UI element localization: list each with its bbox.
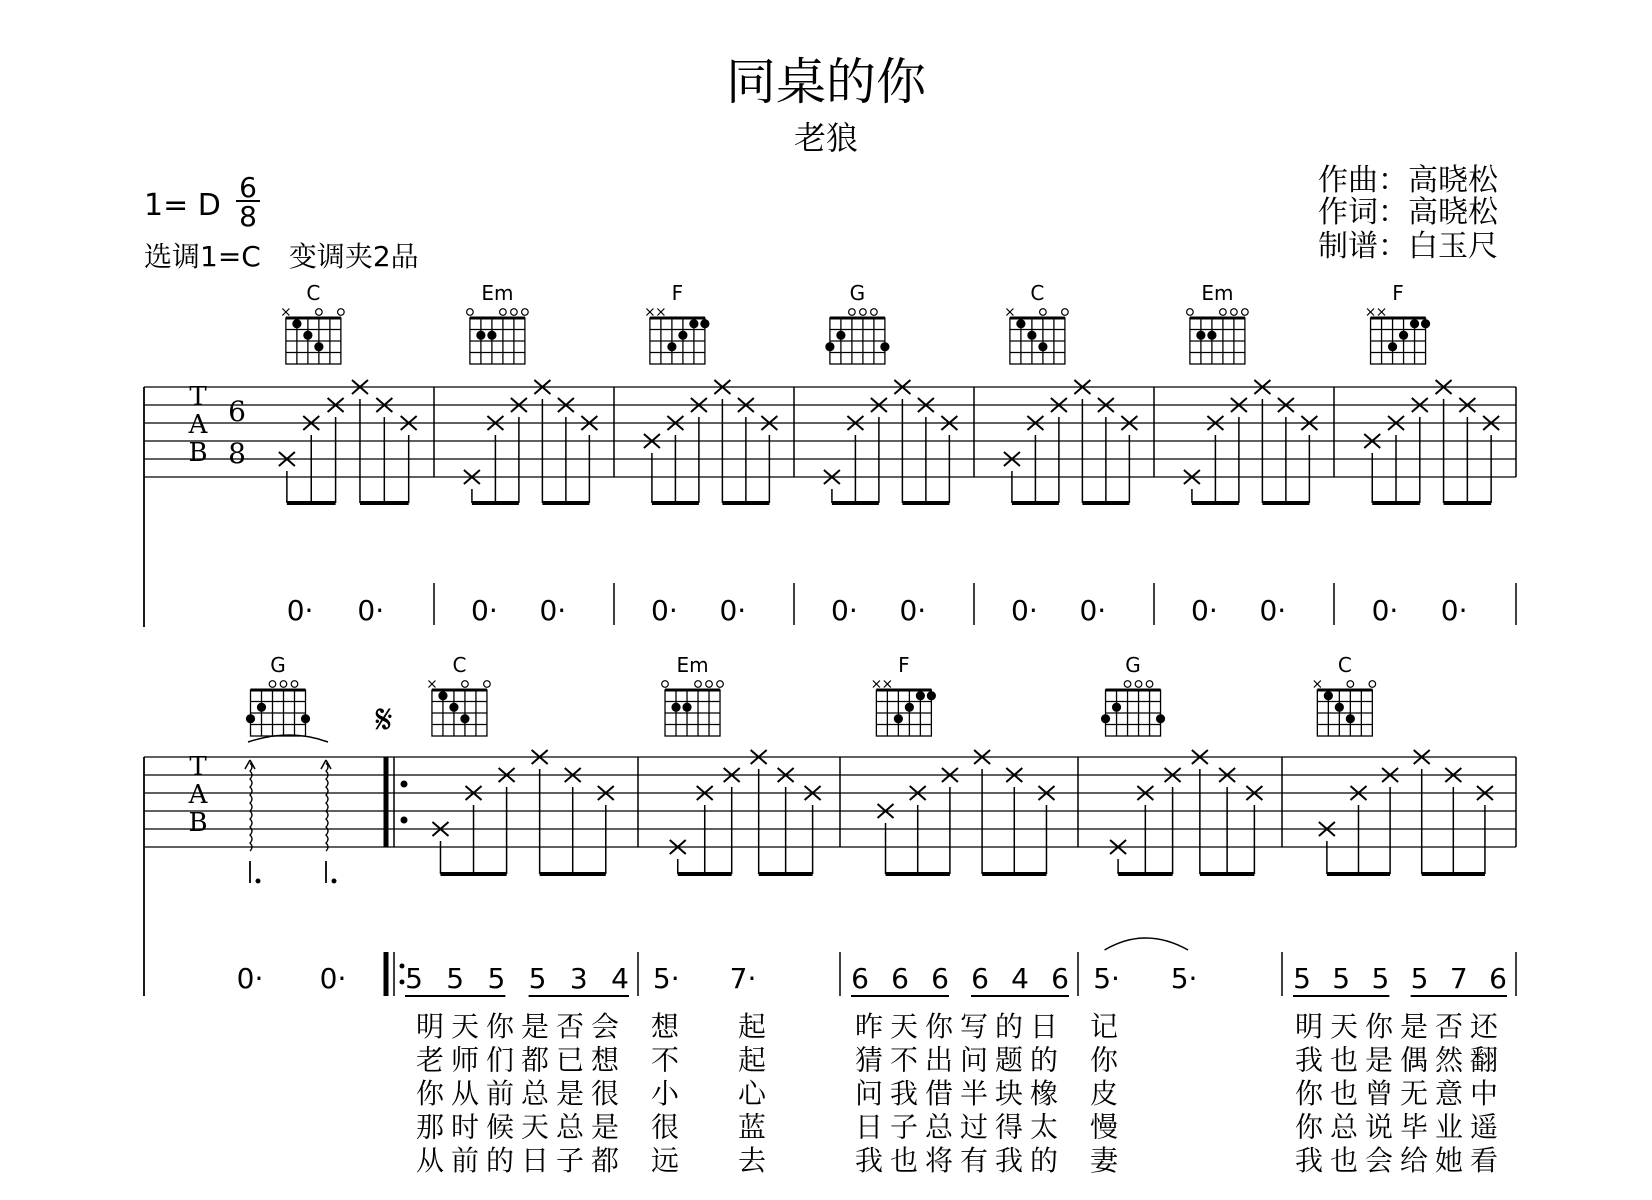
lyric-text: 我也会给她看 xyxy=(1295,1144,1506,1177)
composer-credit: 作曲：高晓松 xyxy=(1318,163,1498,198)
open-string-marker xyxy=(1369,681,1376,688)
tab-measure xyxy=(1184,380,1317,627)
chord-name: Em xyxy=(481,281,514,305)
notation-note: 6 xyxy=(931,962,949,995)
notation-note: 0· xyxy=(719,594,747,627)
open-string-marker xyxy=(338,309,345,316)
notation-note: 4 xyxy=(1011,962,1029,995)
chord-name: C xyxy=(306,281,321,305)
capo-info: 选调1=C 变调夹2品 xyxy=(144,240,419,273)
open-string-marker xyxy=(695,681,702,688)
open-string-marker xyxy=(1124,681,1131,688)
chord-diagram-f xyxy=(1367,281,1430,364)
lyric-text: 皮 xyxy=(1089,1077,1119,1110)
notation-note: 0· xyxy=(1440,594,1468,627)
lyric-text: 你从前总是很 xyxy=(416,1077,627,1110)
tab-clef-letter: A xyxy=(188,410,208,440)
chord-name: C xyxy=(1337,653,1352,677)
finger-dot xyxy=(1421,319,1430,328)
open-string-marker xyxy=(662,681,669,688)
finger-dot xyxy=(438,691,447,700)
lyric-line xyxy=(416,1077,1505,1110)
open-string-marker xyxy=(280,681,287,688)
tab-system-1 xyxy=(144,380,1516,627)
finger-dot xyxy=(1038,342,1047,351)
tab-measure xyxy=(653,750,821,995)
open-string-marker xyxy=(1347,681,1354,688)
arpeggio-strum xyxy=(321,760,337,884)
finger-dot xyxy=(1335,703,1344,712)
notation-note: 0· xyxy=(1259,594,1287,627)
chord-diagram-em xyxy=(1187,281,1249,364)
tab-measure xyxy=(824,380,957,627)
arpeggio-strum xyxy=(245,760,261,884)
notation-note: 5 xyxy=(446,962,465,995)
tab-measure xyxy=(1364,380,1499,627)
open-string-marker xyxy=(706,681,713,688)
tab-measure xyxy=(644,380,777,627)
notation-note: 0· xyxy=(1011,594,1038,627)
notation-note: 5 xyxy=(1332,962,1351,995)
transcriber-credit: 制谱：白玉尺 xyxy=(1318,229,1498,264)
lyric-text: 问我借半块橡 xyxy=(855,1077,1066,1110)
time-signature-bottom: 8 xyxy=(239,200,257,233)
finger-dot xyxy=(301,714,310,723)
notation-note: 6 xyxy=(891,962,909,995)
finger-dot xyxy=(700,319,709,328)
open-string-marker xyxy=(1040,309,1047,316)
lyric-text: 小 xyxy=(650,1077,680,1110)
chord-diagram-em xyxy=(662,653,724,736)
segno-glyph: 𝄋 xyxy=(375,697,393,743)
finger-dot xyxy=(292,319,301,328)
finger-dot xyxy=(1112,703,1121,712)
lyric-text: 记 xyxy=(1089,1010,1119,1043)
notation-note: 5· xyxy=(1093,962,1120,995)
song-title: 同桌的你 xyxy=(726,53,926,111)
time-signature-top: 6 xyxy=(239,171,257,204)
lyric-text: 妻 xyxy=(1089,1144,1119,1177)
open-string-marker xyxy=(1062,309,1069,316)
dot xyxy=(332,879,337,884)
open-string-marker xyxy=(849,309,856,316)
lyric-text: 起 xyxy=(737,1010,767,1043)
chord-diagram-f xyxy=(646,281,709,364)
finger-dot xyxy=(1388,342,1397,351)
tab-measure xyxy=(851,750,1069,996)
open-string-marker xyxy=(1242,309,1249,316)
tab-measure xyxy=(464,380,597,627)
segno-sign xyxy=(375,697,392,743)
lyric-text: 起 xyxy=(737,1043,767,1077)
notation-note: 7 xyxy=(1449,962,1468,995)
tab-measure xyxy=(405,750,629,996)
lyric-line xyxy=(416,1044,1505,1077)
finger-dot xyxy=(836,331,845,340)
finger-dot xyxy=(667,342,676,351)
finger-dot xyxy=(487,331,496,340)
open-string-marker xyxy=(269,681,276,688)
finger-dot xyxy=(916,691,925,700)
repeat-dot xyxy=(401,817,408,824)
chord-diagram-c xyxy=(1314,653,1376,736)
tab-time-bottom: 8 xyxy=(228,437,246,470)
finger-dot xyxy=(1156,714,1165,723)
lyric-text: 不 xyxy=(650,1043,680,1077)
lyrics-block xyxy=(416,1010,1505,1177)
song-artist: 老狼 xyxy=(793,119,858,157)
open-string-marker xyxy=(717,681,724,688)
finger-dot xyxy=(1196,331,1205,340)
open-string-marker xyxy=(1231,309,1238,316)
lyric-text: 去 xyxy=(737,1144,767,1177)
lyric-line xyxy=(416,1144,1505,1177)
tab-measure xyxy=(1293,750,1507,996)
tab-clef-letter: B xyxy=(188,438,208,468)
open-string-marker xyxy=(316,309,323,316)
finger-dot xyxy=(678,331,687,340)
repeat-dot xyxy=(400,980,405,985)
open-string-marker xyxy=(467,309,474,316)
chord-name: Em xyxy=(1201,281,1234,305)
chord-name: F xyxy=(898,653,910,677)
chord-diagram-g xyxy=(1101,653,1165,736)
open-string-marker xyxy=(860,309,867,316)
tab-system-2 xyxy=(144,697,1516,996)
finger-dot xyxy=(1101,714,1110,723)
tab-measure xyxy=(279,380,417,627)
lyric-text: 远 xyxy=(650,1144,680,1177)
dot xyxy=(256,879,261,884)
notation-note: 0· xyxy=(539,594,567,627)
lyric-text: 你 xyxy=(1089,1043,1119,1077)
lyric-text: 我也是偶然翻 xyxy=(1295,1043,1506,1077)
notation-note: 4 xyxy=(611,962,629,995)
finger-dot xyxy=(682,703,691,712)
notation-note: 0· xyxy=(236,962,264,995)
notation-note: 0· xyxy=(357,594,385,627)
lyricist-credit: 作词：高晓松 xyxy=(1318,195,1498,230)
notation-note: 6 xyxy=(971,962,989,995)
notation-note: 5 xyxy=(405,962,423,995)
lyric-text: 慢 xyxy=(1089,1110,1119,1144)
lyric-text: 明天你是否会 xyxy=(416,1010,627,1043)
notation-note: 0· xyxy=(471,594,498,627)
finger-dot xyxy=(1410,319,1419,328)
chord-name: G xyxy=(849,281,866,305)
open-string-marker xyxy=(871,309,878,316)
chord-name: Em xyxy=(676,653,709,677)
notation-note: 5· xyxy=(652,962,680,995)
notation-note: 0· xyxy=(1191,594,1218,627)
finger-dot xyxy=(1324,691,1333,700)
finger-dot xyxy=(314,342,323,351)
open-string-marker xyxy=(462,681,469,688)
repeat-dot xyxy=(401,781,408,788)
chord-diagram-c xyxy=(428,653,490,736)
lyric-text: 蓝 xyxy=(737,1110,767,1144)
chord-name: C xyxy=(1030,281,1045,305)
chord-name: F xyxy=(1392,281,1404,305)
finger-dot xyxy=(1346,714,1355,723)
finger-dot xyxy=(257,703,266,712)
finger-dot xyxy=(894,714,903,723)
finger-dot xyxy=(880,342,889,351)
open-string-marker xyxy=(1135,681,1142,688)
lyric-line xyxy=(416,1010,1505,1043)
lyric-text: 你总说毕业遥 xyxy=(1295,1110,1506,1144)
notation-note: 5 xyxy=(1410,962,1429,995)
notation-note: 3 xyxy=(569,962,588,995)
chord-name: F xyxy=(671,281,684,305)
notation-note: 5 xyxy=(528,962,547,995)
chord-name: G xyxy=(270,653,286,677)
lyric-text: 猜不出问题的 xyxy=(855,1043,1066,1077)
lyric-text: 日子总过得太 xyxy=(855,1110,1066,1144)
open-string-marker xyxy=(1187,309,1194,316)
open-string-marker xyxy=(522,309,529,316)
chord-diagram-f xyxy=(873,653,936,736)
finger-dot xyxy=(671,703,680,712)
finger-dot xyxy=(1027,331,1036,340)
open-string-marker xyxy=(291,681,298,688)
lyric-line xyxy=(416,1111,1505,1144)
arpeggio-wavy-line xyxy=(326,763,328,851)
open-string-marker xyxy=(511,309,518,316)
chord-diagram-c xyxy=(282,281,344,364)
open-string-marker xyxy=(500,309,507,316)
tie-arc xyxy=(1105,938,1189,950)
finger-dot xyxy=(1016,319,1025,328)
chord-name: C xyxy=(452,653,467,677)
notation-note: 6 xyxy=(851,962,869,995)
notation-note: 0· xyxy=(1079,594,1107,627)
lyric-text: 从前的日子都 xyxy=(416,1144,627,1177)
notation-note: 0· xyxy=(831,594,858,627)
lyric-text: 你也曾无意中 xyxy=(1295,1077,1506,1110)
lyric-text: 很 xyxy=(650,1110,680,1144)
notation-note: 0· xyxy=(1371,594,1399,627)
notation-note: 5 xyxy=(1293,962,1311,995)
notation-note: 7· xyxy=(729,962,757,995)
tab-clef-letter: T xyxy=(189,382,207,412)
lyric-text: 心 xyxy=(737,1077,767,1110)
arpeggio-wavy-line xyxy=(250,763,252,851)
lyric-text: 昨天你写的日 xyxy=(855,1010,1066,1043)
notation-note: 0· xyxy=(286,594,314,627)
finger-dot xyxy=(476,331,485,340)
lyric-text: 老师们都已想 xyxy=(416,1043,627,1077)
notation-note: 0· xyxy=(651,594,678,627)
finger-dot xyxy=(460,714,469,723)
finger-dot xyxy=(927,691,936,700)
notation-note: 0· xyxy=(899,594,927,627)
repeat-dot xyxy=(400,964,405,969)
chord-diagram-em xyxy=(467,281,529,364)
finger-dot xyxy=(1207,331,1216,340)
finger-dot xyxy=(1399,331,1408,340)
finger-dot xyxy=(246,714,255,723)
open-string-marker xyxy=(1220,309,1227,316)
tab-measure xyxy=(1093,750,1262,995)
finger-dot xyxy=(303,331,312,340)
chord-diagram-g xyxy=(246,653,310,736)
open-string-marker xyxy=(484,681,491,688)
open-string-marker xyxy=(1146,681,1153,688)
notation-note: 5 xyxy=(487,962,506,995)
tab-clef-letter: B xyxy=(188,808,208,838)
tab-clef-letter: T xyxy=(189,752,207,782)
tab-clef-letter: A xyxy=(188,780,208,810)
lyric-text: 那时候天总是 xyxy=(416,1110,627,1144)
finger-dot xyxy=(689,319,698,328)
chord-diagram-c xyxy=(1006,281,1068,364)
lyric-text: 想 xyxy=(650,1010,680,1043)
chord-name: G xyxy=(1125,653,1141,677)
chord-diagram-g xyxy=(825,281,889,364)
finger-dot xyxy=(825,342,834,351)
tab-measure xyxy=(1004,380,1137,627)
key-label: 1= D xyxy=(144,188,221,223)
notation-note: 6 xyxy=(1489,962,1507,995)
lyric-text: 我也将有我的 xyxy=(855,1144,1066,1177)
finger-dot xyxy=(905,703,914,712)
notation-note: 0· xyxy=(319,962,347,995)
notation-note: 6 xyxy=(1051,962,1069,995)
finger-dot xyxy=(449,703,458,712)
tab-time-top: 6 xyxy=(228,395,246,428)
lyric-text: 明天你是否还 xyxy=(1295,1010,1506,1043)
notation-note: 5 xyxy=(1371,962,1390,995)
notation-note: 5· xyxy=(1170,962,1198,995)
